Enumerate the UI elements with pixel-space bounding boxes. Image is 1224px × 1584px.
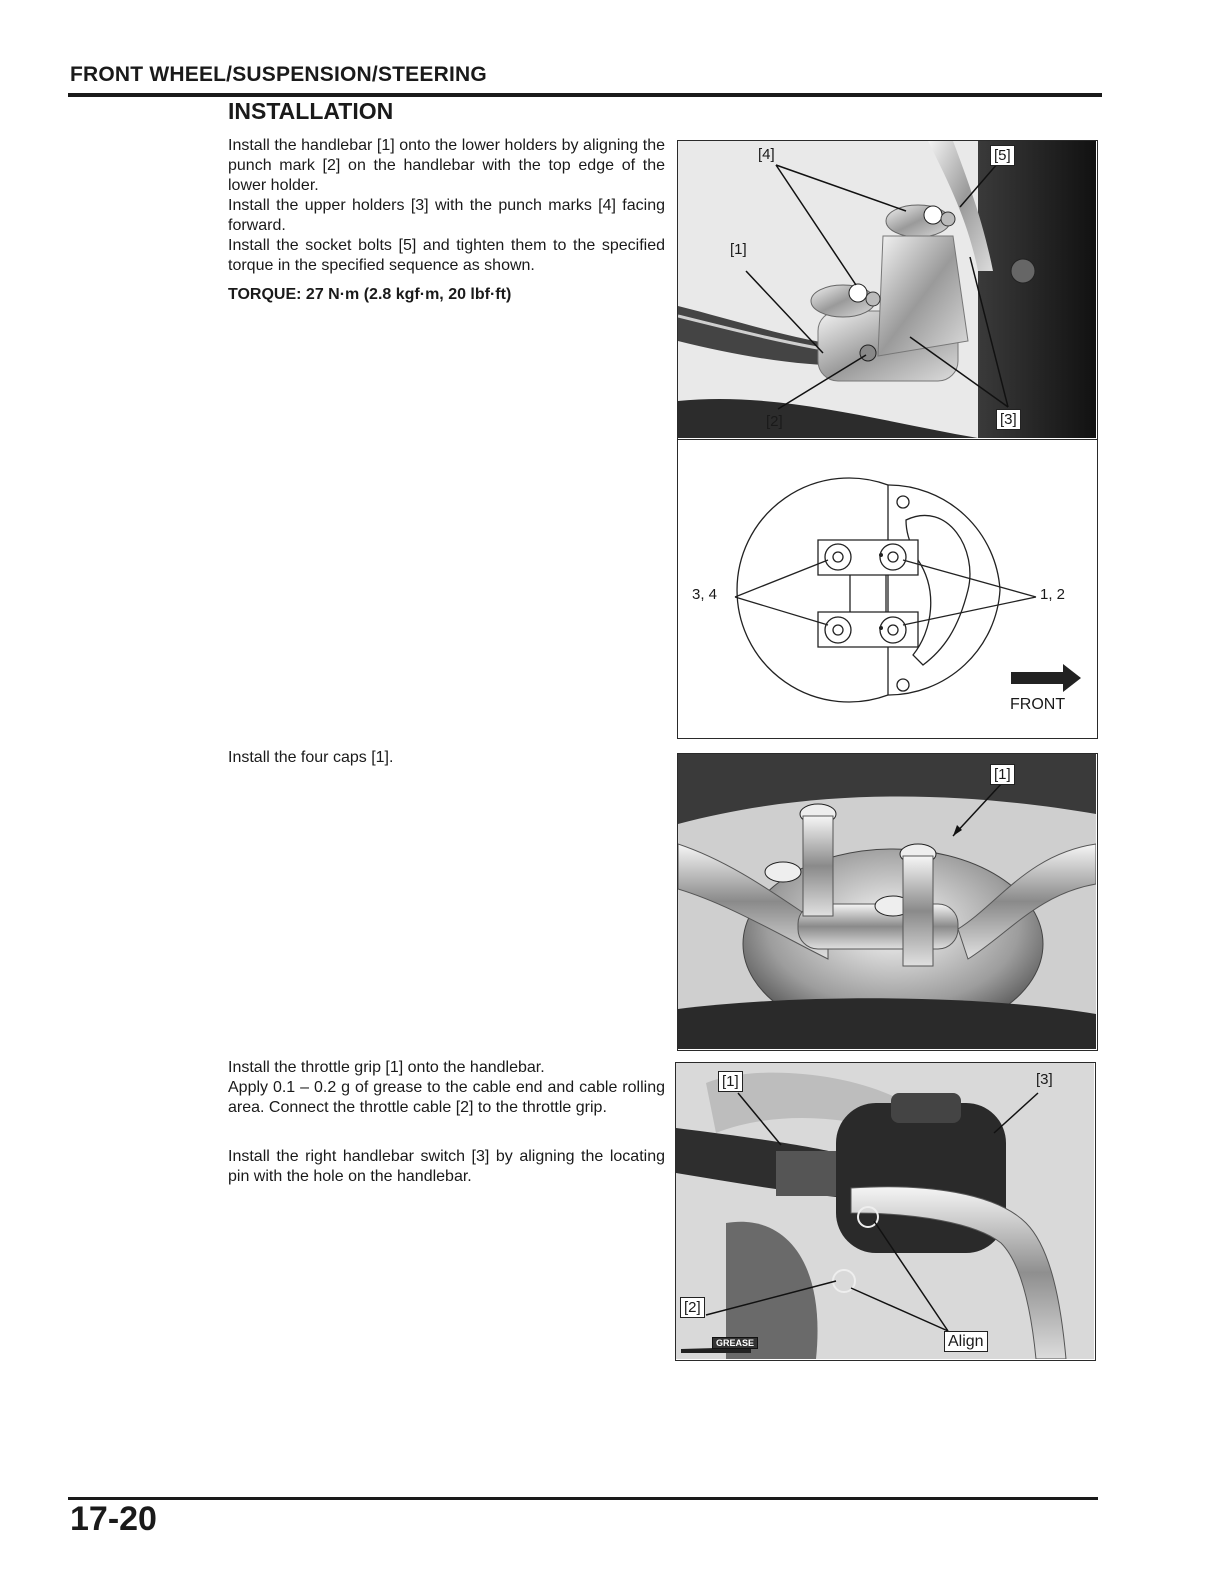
callout-caps: [1] (990, 764, 1015, 785)
figure-tightening-sequence (677, 439, 1098, 739)
grease-icon: GREASE (712, 1337, 758, 1349)
chapter-title: FRONT WHEEL/SUSPENSION/STEERING (70, 63, 487, 86)
label-front: FRONT (1010, 696, 1066, 713)
callout-socket-bolts: [5] (990, 145, 1015, 166)
figure-throttle-photo (675, 1062, 1096, 1361)
label-bolts-3-4: 3, 4 (692, 586, 718, 603)
label-align: Align (944, 1331, 988, 1352)
step-switch: Install the right handlebar switch [3] by aligning the locating pin with the hole on the handlebar. (228, 1148, 665, 1185)
step-upper-holders: Install the upper holders [3] with the punch marks [4] facing forward. (228, 197, 665, 234)
label-bolts-1-2: 1, 2 (1040, 586, 1066, 603)
step-caps: Install the four caps [1]. (228, 749, 394, 766)
torque-spec: TORQUE: 27 N·m (2.8 kgf·m, 20 lbf·ft) (228, 286, 512, 303)
step-socket-bolts: Install the socket bolts [5] and tighten them to the specified torque in the specified sequence as shown. (228, 237, 665, 274)
callout-punch-marks: [4] (758, 146, 775, 163)
callout-switch: [3] (1036, 1071, 1053, 1088)
callout-handlebar: [1] (730, 241, 747, 258)
callout-throttle-cable: [2] (680, 1297, 705, 1318)
caps-photo-illustration (678, 754, 1096, 1049)
page-number: 17-20 (70, 1500, 157, 1538)
callout-throttle-grip: [1] (718, 1071, 743, 1092)
footer-rule (68, 1497, 1098, 1500)
step-throttle-grip: Install the throttle grip [1] onto the handlebar. (228, 1059, 545, 1076)
figure-caps-photo (677, 753, 1098, 1051)
figure-handlebar-photo (677, 140, 1098, 440)
callout-punch-mark: [2] (766, 413, 783, 430)
throttle-photo-illustration (676, 1063, 1094, 1359)
tightening-sequence-diagram (678, 440, 1096, 737)
header-rule (68, 93, 1102, 97)
handlebar-photo-illustration (678, 141, 1096, 438)
step-grease: Apply 0.1 – 0.2 g of grease to the cable end and cable rolling area. Connect the throttle cable [2] to the throttle grip. (228, 1079, 665, 1116)
callout-upper-holders: [3] (996, 409, 1021, 430)
section-title: INSTALLATION (228, 98, 394, 124)
step-handlebar: Install the handlebar [1] onto the lower holders by aligning the punch mark [2] on the handlebar with the top edge of the lower holder. (228, 137, 665, 194)
